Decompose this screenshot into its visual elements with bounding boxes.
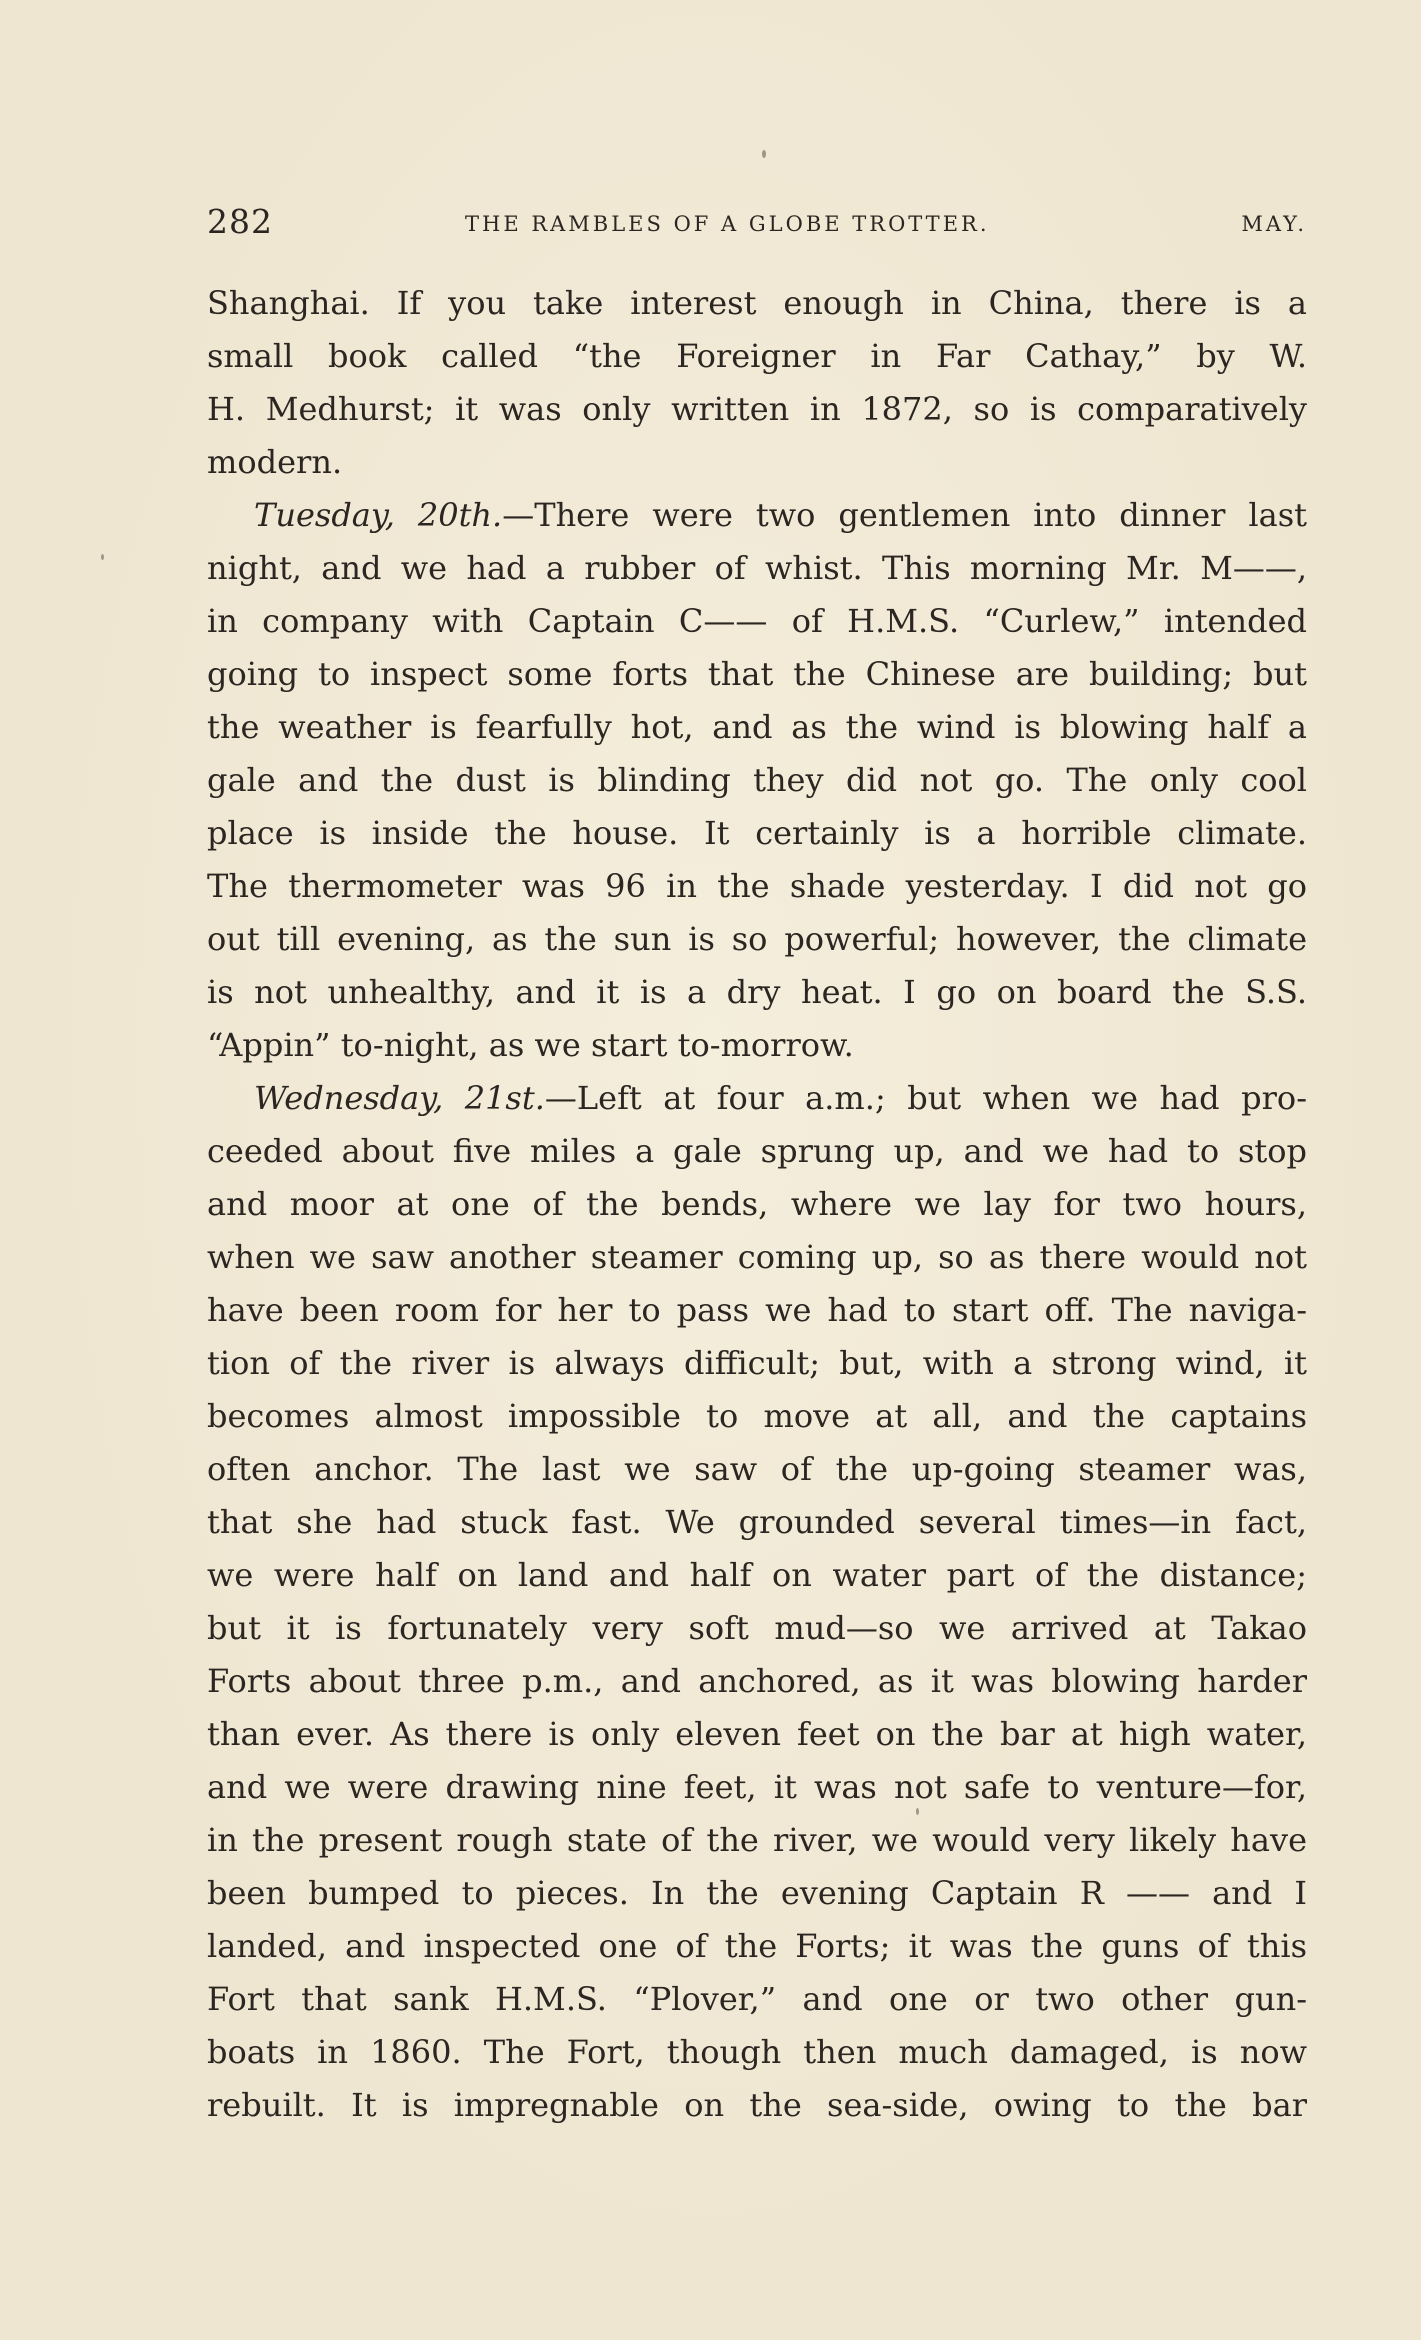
text-line: that she had stuck fast. We grounded several times—in fact, xyxy=(207,1503,1307,1541)
running-month: MAY. xyxy=(1241,212,1307,236)
running-title: THE RAMBLES OF A GLOBE TROTTER. xyxy=(465,212,990,236)
paper-speck xyxy=(101,554,104,560)
text-line: going to inspect some forts that the Chinese are building; but xyxy=(207,655,1307,693)
text-line: Fort that sank H.M.S. “Plover,” and one or two other gun- xyxy=(207,1980,1307,2018)
text-line: gale and the dust is blinding they did not go. The only cool xyxy=(207,761,1307,799)
text-line: place is inside the house. It certainly is a horrible climate. xyxy=(207,814,1307,852)
text-line: landed, and inspected one of the Forts; it was the guns of this xyxy=(207,1927,1307,1965)
text-line: and moor at one of the bends, where we lay for two hours, xyxy=(207,1185,1307,1223)
text-line xyxy=(207,489,1307,542)
text-line: the weather is fearfully hot, and as the wind is blowing half a xyxy=(207,708,1307,746)
text-line xyxy=(207,1072,1307,1125)
text-line: out till evening, as the sun is so powerful; however, the climate xyxy=(207,920,1307,958)
diary-date-wednesday: Wednesday, 21st. xyxy=(254,1079,545,1117)
text-line: small book called “the Foreigner in Far Cathay,” by W. xyxy=(207,337,1307,375)
text-line: and we were drawing nine feet, it was not safe to venture—for, xyxy=(207,1768,1307,1806)
running-header xyxy=(207,200,1307,244)
text-line: but it is fortunately very soft mud—so we arrived at Takao xyxy=(207,1609,1307,1647)
text-line: often anchor. The last we saw of the up-going steamer was, xyxy=(207,1450,1307,1488)
text-line: boats in 1860. The Fort, though then much damaged, is now xyxy=(207,2033,1307,2071)
text-line: ceeded about five miles a gale sprung up, and we had to stop xyxy=(207,1132,1307,1170)
text-line: tion of the river is always difficult; but, with a strong wind, it xyxy=(207,1344,1307,1382)
text-line: in the present rough state of the river, we would very likely have xyxy=(207,1821,1307,1859)
text-line: is not unhealthy, and it is a dry heat. I go on board the S.S. xyxy=(207,973,1307,1011)
text-line: modern. xyxy=(207,443,343,481)
text-line: rebuilt. It is impregnable on the sea-side, owing to the bar xyxy=(207,2086,1307,2124)
text-line: H. Medhurst; it was only written in 1872, so is comparatively xyxy=(207,390,1307,428)
diary-date-tuesday: Tuesday, 20th. xyxy=(254,496,503,534)
text-line: when we saw another steamer coming up, so as there would not xyxy=(207,1238,1307,1276)
body-text xyxy=(207,277,1307,2132)
page-number: 282 xyxy=(207,202,273,241)
text-line: than ever. As there is only eleven feet on the bar at high water, xyxy=(207,1715,1307,1753)
text-line: Forts about three p.m., and anchored, as it was blowing harder xyxy=(207,1662,1307,1700)
text-line: The thermometer was 96 in the shade yesterday. I did not go xyxy=(207,867,1307,905)
text-line: have been room for her to pass we had to start off. The naviga- xyxy=(207,1291,1307,1329)
text-line: becomes almost impossible to move at all, and the captains xyxy=(207,1397,1307,1435)
text-line: “Appin” to-night, as we start to-morrow. xyxy=(207,1026,854,1064)
paper-speck xyxy=(762,150,766,158)
text-line-rest: —There were two gentlemen into dinner last xyxy=(502,496,1307,534)
text-line: Shanghai. If you take interest enough in China, there is a xyxy=(207,284,1307,322)
text-line: we were half on land and half on water part of the distance; xyxy=(207,1556,1307,1594)
text-line: been bumped to pieces. In the evening Captain R —— and I xyxy=(207,1874,1307,1912)
text-line: in company with Captain C—— of H.M.S. “Curlew,” intended xyxy=(207,602,1307,640)
paper-speck xyxy=(916,1808,919,1815)
text-line-rest: —Left at four a.m.; but when we had pro- xyxy=(544,1079,1307,1117)
text-line: night, and we had a rubber of whist. This morning Mr. M——, xyxy=(207,549,1307,587)
